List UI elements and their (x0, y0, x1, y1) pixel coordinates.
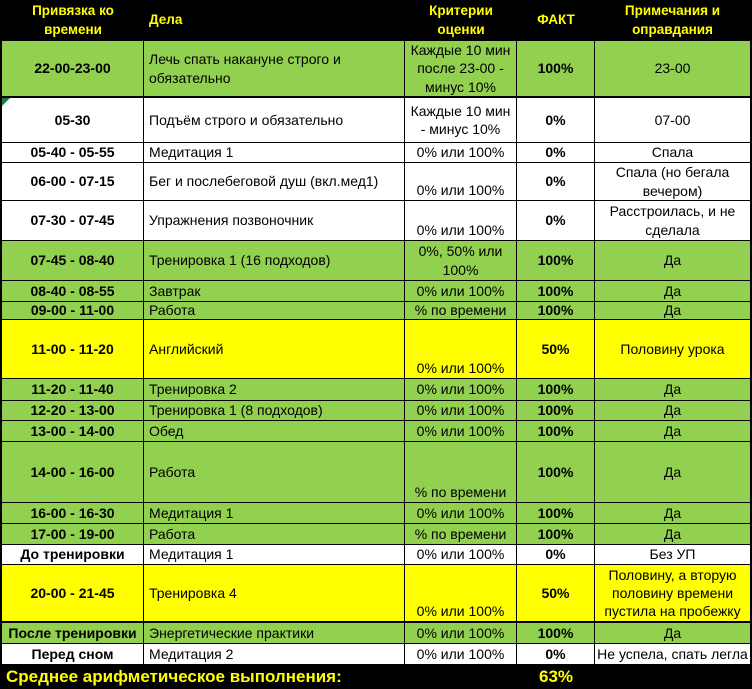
task-cell[interactable]: Работа (144, 442, 405, 502)
note-cell[interactable]: Да (663, 282, 682, 299)
table-row (2, 524, 750, 545)
table-row (2, 320, 750, 379)
table-row (2, 201, 750, 241)
time-cell[interactable]: 11-20 - 11-40 (2, 379, 144, 400)
fact-cell[interactable]: 100% (517, 302, 595, 319)
fact-cell[interactable]: 0% (517, 143, 595, 162)
fact-cell[interactable]: 100% (517, 401, 595, 420)
note-cell[interactable]: Половину, а вторую половину времени пустила на пробежку (604, 566, 741, 620)
time-cell[interactable]: 17-00 - 19-00 (2, 524, 144, 544)
criteria-cell[interactable]: 0%, 50% или 100% (405, 241, 517, 280)
task-cell[interactable]: Тренировка 2 (144, 379, 405, 400)
task-cell[interactable]: Работа (144, 524, 405, 544)
note-cell[interactable]: Расстроилась, и не сделала (609, 203, 736, 238)
table-row (2, 143, 750, 163)
task-cell[interactable]: Бег и послебеговой душ (вкл.мед1) (144, 163, 405, 200)
fact-cell[interactable]: 100% (517, 281, 595, 301)
fact-cell[interactable]: 100% (517, 421, 595, 441)
table-row (2, 163, 750, 201)
criteria-cell[interactable]: 0% или 100% (405, 379, 517, 400)
table-row (2, 401, 750, 421)
time-cell[interactable]: Перед сном (2, 644, 144, 664)
time-cell[interactable]: 05-30 (2, 98, 144, 142)
note-cell[interactable]: Да (663, 381, 682, 398)
task-cell[interactable]: Упражнения позвоночник (144, 201, 405, 240)
criteria-cell[interactable]: 0% или 100% (405, 320, 517, 378)
criteria-cell[interactable]: 0% или 100% (405, 503, 517, 523)
criteria-cell[interactable]: % по времени (405, 524, 517, 544)
table-row (2, 281, 750, 302)
fact-cell[interactable]: 100% (517, 41, 595, 96)
fact-cell[interactable]: 100% (517, 442, 595, 502)
table-body (2, 41, 750, 665)
time-cell[interactable]: 08-40 - 08-55 (2, 281, 144, 301)
criteria-cell[interactable]: 0% или 100% (405, 281, 517, 301)
table-row (2, 41, 750, 98)
note-cell[interactable]: Да (663, 402, 682, 419)
table-footer-row (2, 665, 750, 689)
task-cell[interactable]: Тренировка 1 (8 подходов) (144, 401, 405, 420)
time-cell[interactable]: 20-00 - 21-45 (2, 565, 144, 621)
task-cell[interactable]: Лечь спать накануне строго и обязательно (144, 41, 405, 96)
table-row (2, 503, 750, 524)
task-cell[interactable]: Энергетические практики (144, 623, 405, 643)
criteria-cell[interactable]: % по времени (405, 302, 517, 319)
task-cell[interactable]: Завтрак (144, 281, 405, 301)
time-cell[interactable]: 05-40 - 05-55 (2, 143, 144, 162)
note-cell[interactable]: Да (663, 422, 682, 439)
note-cell[interactable]: Да (663, 504, 682, 521)
table-row (2, 545, 750, 565)
time-cell[interactable]: 12-20 - 13-00 (2, 401, 144, 420)
note-cell[interactable]: Да (663, 463, 682, 480)
task-cell[interactable]: Тренировка 1 (16 подходов) (144, 241, 405, 280)
table-row (2, 98, 750, 143)
criteria-cell[interactable]: 0% или 100% (405, 623, 517, 643)
column-header-criteria[interactable]: Критерии оценки (429, 3, 493, 37)
note-cell[interactable]: Да (663, 302, 682, 319)
criteria-cell[interactable]: Каждые 10 мин после 23-00 - минус 10% (405, 41, 517, 96)
time-cell[interactable]: До тренировки (2, 545, 144, 564)
fact-cell[interactable]: 50% (517, 565, 595, 621)
note-cell[interactable]: Да (663, 525, 682, 542)
criteria-cell[interactable]: 0% или 100% (405, 201, 517, 240)
task-cell[interactable]: Работа (144, 302, 405, 319)
criteria-cell[interactable]: 0% или 100% (405, 644, 517, 664)
fact-cell[interactable]: 100% (517, 524, 595, 544)
table-row (2, 644, 750, 665)
table-row (2, 379, 750, 401)
note-cell[interactable]: Спала (но бегала вечером) (615, 164, 730, 199)
note-cell[interactable]: Да (663, 252, 682, 269)
cell-marker-icon (2, 98, 10, 106)
task-cell[interactable]: Английский (144, 320, 405, 378)
criteria-cell[interactable]: 0% или 100% (405, 565, 517, 621)
column-header-notes[interactable]: Примечания и оправдания (624, 3, 721, 37)
time-cell[interactable]: 13-00 - 14-00 (2, 421, 144, 441)
time-cell[interactable]: 14-00 - 16-00 (2, 442, 144, 502)
average-completion-value: 63% (538, 667, 574, 686)
criteria-cell[interactable]: 0% или 100% (405, 143, 517, 162)
time-cell[interactable]: 07-45 - 08-40 (2, 241, 144, 280)
task-cell[interactable]: Тренировка 4 (144, 565, 405, 621)
criteria-cell[interactable]: 0% или 100% (405, 401, 517, 420)
note-cell[interactable]: Спала (651, 144, 694, 161)
task-cell[interactable]: Медитация 1 (144, 143, 405, 162)
fact-cell[interactable]: 0% (517, 163, 595, 200)
table-header-row (2, 0, 750, 41)
fact-cell[interactable]: 100% (517, 241, 595, 280)
criteria-cell[interactable]: % по времени (405, 442, 517, 502)
fact-cell[interactable]: 0% (517, 98, 595, 142)
fact-cell[interactable]: 0% (517, 201, 595, 240)
note-cell[interactable]: Без УП (649, 546, 696, 563)
task-cell[interactable]: Медитация 1 (144, 503, 405, 523)
fact-cell[interactable]: 100% (517, 503, 595, 523)
table-row (2, 623, 750, 644)
column-header-time[interactable]: Привязка ко времени (32, 3, 114, 37)
time-cell[interactable]: 22-00-23-00 (2, 41, 144, 96)
fact-cell[interactable]: 0% (517, 545, 595, 564)
criteria-cell[interactable]: Каждые 10 мин - минус 10% (405, 98, 517, 142)
note-cell[interactable]: 07-00 (654, 111, 691, 128)
column-header-tasks[interactable]: Дела (149, 12, 183, 28)
table-row (2, 421, 750, 442)
fact-cell[interactable]: 100% (517, 623, 595, 643)
fact-cell[interactable]: 0% (517, 644, 595, 664)
criteria-cell[interactable]: 0% или 100% (405, 421, 517, 441)
time-cell[interactable]: 07-30 - 07-45 (2, 201, 144, 240)
time-cell[interactable]: 06-00 - 07-15 (2, 163, 144, 200)
criteria-cell[interactable]: 0% или 100% (405, 545, 517, 564)
table-row (2, 302, 750, 320)
note-cell[interactable]: 23-00 (654, 60, 691, 77)
task-cell[interactable]: Медитация 1 (144, 545, 405, 564)
criteria-cell[interactable]: 0% или 100% (405, 163, 517, 200)
table-row (2, 565, 750, 623)
average-completion-label: Среднее арифметическое выполнения: (6, 667, 342, 686)
fact-cell[interactable]: 100% (517, 379, 595, 400)
time-cell[interactable]: 11-00 - 11-20 (2, 320, 144, 378)
task-cell[interactable]: Обед (144, 421, 405, 441)
task-cell[interactable]: Медитация 2 (144, 644, 405, 664)
time-cell[interactable]: 09-00 - 11-00 (2, 302, 144, 319)
time-cell[interactable]: 16-00 - 16-30 (2, 503, 144, 523)
note-cell[interactable]: Половину урока (620, 340, 725, 357)
time-cell[interactable]: После тренировки (2, 623, 144, 643)
fact-cell[interactable]: 50% (517, 320, 595, 378)
table-row (2, 241, 750, 281)
note-cell[interactable]: Да (663, 624, 682, 641)
note-cell[interactable]: Не успела, спать легла (597, 645, 748, 662)
column-header-fact[interactable]: ФАКТ (537, 12, 575, 28)
table-row (2, 442, 750, 503)
task-cell[interactable]: Подъём строго и обязательно (144, 98, 405, 142)
